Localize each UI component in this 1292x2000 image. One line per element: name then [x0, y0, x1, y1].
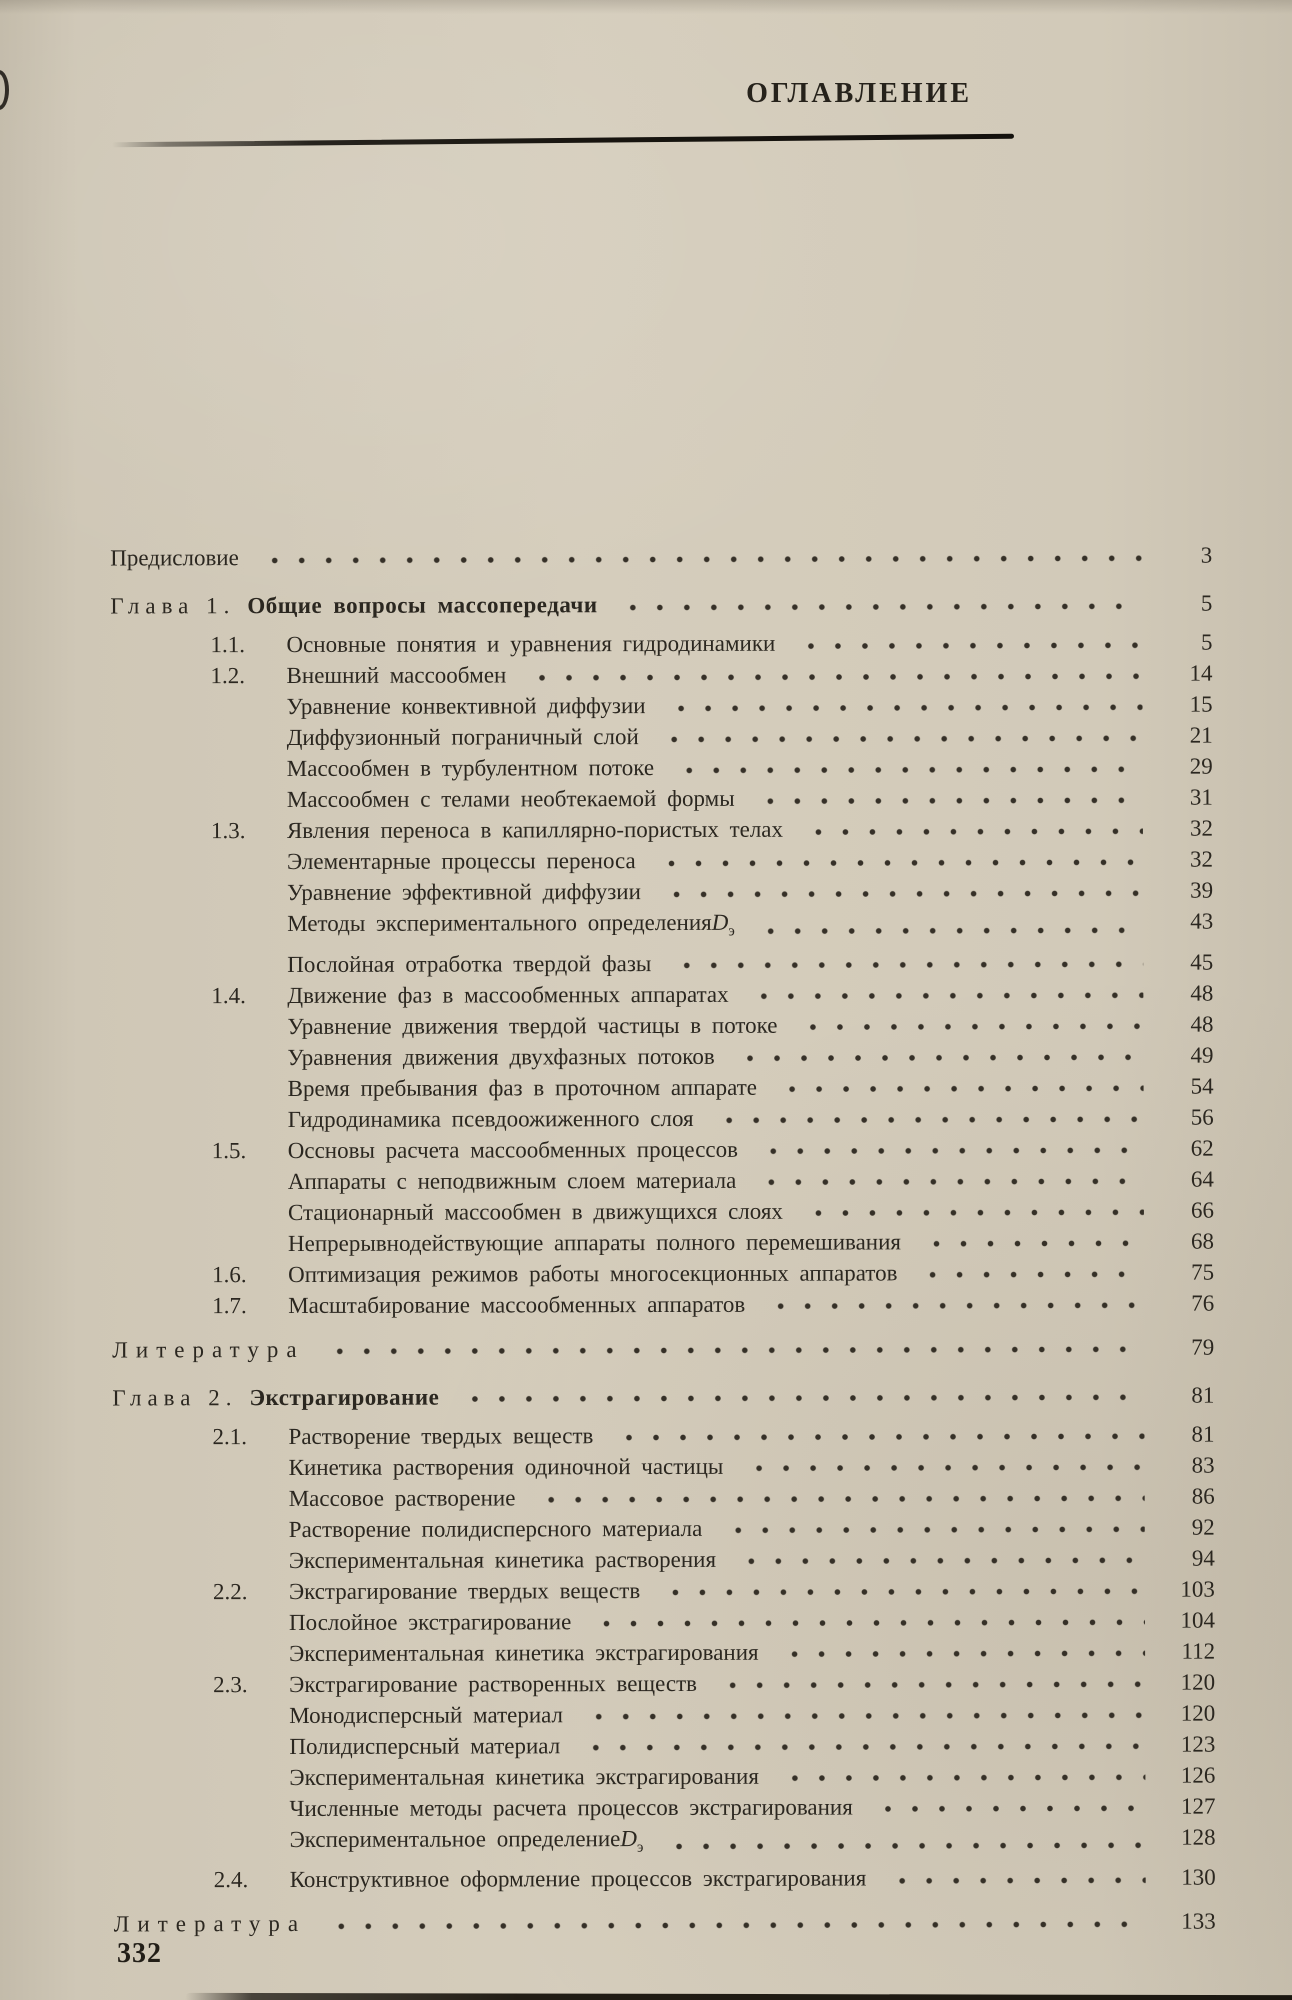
toc-entry-label: Экстрагирование твердых веществ	[288, 1577, 641, 1604]
dot-leader	[752, 1132, 1144, 1164]
toc-entry-chapter-prefix: Глава 2.	[112, 1384, 238, 1411]
toc-entry-page: 29	[1189, 753, 1213, 779]
toc-entry	[113, 1666, 1215, 1700]
toc-entry-page: 48	[1190, 980, 1214, 1006]
toc-entry-label: Растворение полидисперсного материала	[288, 1515, 703, 1542]
toc-entry-label: Экспериментальное определение	[289, 1825, 621, 1852]
toc-entry-page: 128	[1181, 1824, 1216, 1850]
toc-entry-page: 56	[1190, 1104, 1214, 1130]
toc-entry	[111, 875, 1213, 909]
toc-entry	[113, 1697, 1215, 1731]
toc-entry	[114, 1821, 1216, 1864]
dot-leader	[668, 751, 1143, 783]
toc-entry	[113, 1480, 1215, 1514]
dot-leader	[711, 1666, 1145, 1698]
dot-leader	[797, 1194, 1144, 1226]
dot-leader	[654, 1573, 1145, 1605]
toc-entry-label: Массообмен в турбулентном потоке	[286, 755, 655, 781]
dot-leader	[653, 720, 1143, 752]
toc-entry-label: Массовое растворение	[288, 1484, 516, 1511]
dot-leader	[750, 1163, 1144, 1195]
dot-leader	[585, 1604, 1145, 1636]
scan-bottom-edge	[185, 1993, 1292, 2000]
dot-leader	[607, 1418, 1144, 1450]
dot-leader	[789, 627, 1142, 659]
toc-entry-number: 2.3.	[213, 1671, 248, 1697]
toc-entry-page: 127	[1180, 1793, 1216, 1819]
toc-entry	[111, 1039, 1213, 1073]
toc-entry-label: Стационарный массообмен в движущихся слоях	[287, 1198, 783, 1225]
toc-entry-label: Экстрагирование	[249, 1384, 440, 1410]
toc-entry-label: Монодисперсный материал	[289, 1701, 564, 1728]
toc-entry-label: Послойное экстрагирование	[288, 1608, 572, 1635]
toc-entry-page: 83	[1191, 1452, 1215, 1478]
toc-entry-label: Уравнение конвективной диффузии	[286, 693, 646, 719]
toc-entry-page: 3	[1200, 542, 1213, 568]
toc-entry-page: 94	[1191, 1545, 1215, 1571]
toc-entry	[113, 1542, 1215, 1576]
toc-entry-page: 123	[1180, 1731, 1216, 1757]
dot-leader	[650, 844, 1143, 876]
dot-leader	[520, 658, 1142, 691]
dot-leader	[665, 946, 1143, 978]
toc-entry-label: Внешний массообмен	[286, 662, 507, 688]
toc-entry-page: 32	[1189, 815, 1213, 841]
toc-entry	[112, 1163, 1214, 1197]
dot-leader	[880, 1862, 1145, 1894]
dot-leader	[737, 1449, 1144, 1481]
toc-entry-number: 1.7.	[212, 1292, 247, 1318]
toc-entry	[111, 751, 1213, 785]
toc-entry	[113, 1604, 1215, 1638]
toc-entry-label: Экспериментальная кинетика экстрагирования	[289, 1639, 759, 1666]
toc-entry-label: Непрерывнодействующие аппараты полного перемешивания	[287, 1228, 902, 1256]
toc-entry-label: Экспериментальная кинетика экстрагирования	[289, 1763, 759, 1790]
toc-entry	[111, 782, 1213, 816]
toc-entry-page: 81	[1191, 1382, 1215, 1408]
toc-entry	[110, 627, 1212, 661]
toc-entry	[112, 1070, 1214, 1104]
toc-entry-page: 45	[1190, 949, 1214, 975]
toc-entry-page: 21	[1189, 722, 1213, 748]
toc-entry	[112, 1132, 1214, 1166]
toc-entry-page: 112	[1181, 1638, 1216, 1664]
toc-entry-page: 86	[1191, 1483, 1215, 1509]
toc-entry-page: 62	[1190, 1135, 1214, 1161]
dot-leader	[318, 1331, 1144, 1364]
toc-entry-label: Диффузионный пограничный слой	[286, 724, 639, 750]
toc-entry	[111, 813, 1213, 847]
toc-entry-label: Полидисперсный материал	[289, 1732, 561, 1759]
toc-list	[110, 540, 1216, 1940]
toc-entry	[112, 1225, 1214, 1259]
toc-entry-number: 1.5.	[211, 1137, 247, 1163]
dot-leader	[867, 1790, 1146, 1822]
scan-edge-artifact	[0, 70, 9, 110]
dot-leader	[773, 1635, 1146, 1667]
dot-leader	[529, 1480, 1144, 1513]
toc-entry-page: 54	[1190, 1073, 1214, 1099]
dot-leader	[716, 1511, 1145, 1543]
toc-entry-label: Аппараты с неподвижным слоем материала	[287, 1167, 737, 1194]
toc-entry-label: Конструктивное оформление процессов экстрагирования	[289, 1865, 867, 1893]
toc-entry	[113, 1759, 1215, 1793]
toc-entry	[113, 1511, 1215, 1545]
dot-leader	[771, 1070, 1144, 1102]
dot-leader	[253, 540, 1142, 573]
toc-entry-page: 31	[1189, 784, 1213, 810]
toc-entry-label: Явления переноса в капиллярно-пористых телах	[286, 816, 784, 843]
toc-entry	[113, 1449, 1215, 1483]
toc-entry	[112, 1256, 1214, 1290]
toc-entry-page: 64	[1190, 1166, 1214, 1192]
toc-entry-label: Массообмен с телами необтекаемой формы	[286, 785, 735, 812]
dot-leader	[660, 689, 1143, 721]
toc-entry	[112, 1287, 1214, 1321]
toc-entry-page: 130	[1181, 1864, 1216, 1890]
dot-leader	[320, 1906, 1146, 1939]
dot-leader	[915, 1225, 1144, 1257]
toc-entry-number: 1.6.	[212, 1261, 247, 1287]
toc-entry-label: Оссновы расчета массообменных процессов	[287, 1136, 738, 1163]
toc-entry-page: 104	[1180, 1607, 1216, 1633]
toc-entry-label: Литература	[112, 1336, 305, 1363]
dot-leader	[791, 1008, 1143, 1040]
toc-entry-page: 81	[1191, 1421, 1215, 1447]
toc-entry-page: 120	[1180, 1700, 1216, 1726]
toc-entry-label: Элементарные процессы переноса	[286, 848, 636, 874]
header-rule	[112, 134, 1014, 148]
toc-entry	[113, 1790, 1215, 1824]
dot-leader	[655, 875, 1143, 907]
dot-leader	[773, 1759, 1146, 1791]
toc-entry	[112, 1379, 1214, 1413]
toc-entry-label: Растворение твердых веществ	[288, 1422, 594, 1449]
dot-leader	[574, 1728, 1145, 1760]
toc-entry-page: 39	[1190, 877, 1214, 903]
toc-entry-label: Предисловие	[110, 545, 239, 571]
toc-entry-page: 15	[1189, 691, 1213, 717]
toc-entry-page: 103	[1180, 1576, 1215, 1602]
toc-entry-math-symbol: $D_э$	[620, 1825, 644, 1856]
toc-entry-label: Послойная отработка твердой фазы	[287, 950, 652, 977]
toc-entry-page: 48	[1190, 1011, 1214, 1037]
toc-entry	[111, 844, 1213, 878]
dot-leader	[749, 906, 1143, 948]
toc-entry-label: Гидродинамика псевдоожиженного слоя	[287, 1105, 694, 1132]
toc-entry-number: 2.1.	[212, 1423, 248, 1449]
toc-entry-math-symbol: $D_э$	[711, 909, 735, 940]
toc-entry-label: Численные методы расчета процессов экстрагирования	[289, 1794, 853, 1821]
toc-entry	[110, 588, 1212, 622]
toc-entry-page: 75	[1191, 1259, 1215, 1285]
dot-leader	[657, 1821, 1145, 1863]
toc-entry-label: Уравнение движения твердой частицы в потоке	[287, 1012, 778, 1039]
dot-leader	[911, 1256, 1144, 1288]
toc-entry-number: 2.2.	[212, 1578, 248, 1604]
toc-entry	[112, 1194, 1214, 1228]
toc-entry	[111, 946, 1213, 980]
toc-entry-label: Уравнение эффективной диффузии	[287, 879, 641, 905]
dot-leader	[577, 1697, 1145, 1729]
toc-entry-label: Экспериментальная кинетика растворения	[288, 1546, 717, 1573]
toc-entry-label: Движение фаз в массообменных аппаратах	[287, 981, 729, 1008]
toc-entry-page: 76	[1191, 1290, 1215, 1316]
toc-entry-page: 14	[1189, 660, 1213, 686]
toc-entry	[113, 1573, 1215, 1607]
toc-entry-page: 32	[1189, 846, 1214, 872]
toc-entry-chapter-prefix: Глава 1.	[110, 593, 236, 619]
toc-entry	[111, 1008, 1213, 1042]
page-title: ОГЛАВЛЕНИЕ	[746, 78, 972, 109]
toc-entry	[113, 1728, 1215, 1762]
toc-entry-page: 5	[1200, 590, 1213, 616]
dot-leader	[453, 1379, 1144, 1412]
toc-entry-number: 1.4.	[211, 982, 246, 1008]
toc-entry-label: Методы экспериментального определения	[287, 909, 712, 936]
toc-entry	[113, 1635, 1215, 1669]
toc-entry	[114, 1862, 1216, 1896]
toc-entry-page: 49	[1190, 1042, 1214, 1068]
toc-entry	[112, 1101, 1214, 1135]
toc-entry	[110, 658, 1212, 692]
dot-leader	[759, 1287, 1144, 1319]
toc-entry-page: 120	[1180, 1669, 1216, 1695]
toc-entry-label: Оптимизация режимов работы многосекционных аппаратов	[288, 1259, 898, 1287]
toc-entry	[112, 1331, 1214, 1365]
toc-entry	[111, 977, 1213, 1011]
page-number-folio: 332	[117, 1938, 162, 1969]
toc-entry-label: Экстрагирование растворенных веществ	[289, 1670, 698, 1697]
toc-entry-number: 1.1.	[210, 632, 245, 658]
dot-leader	[797, 813, 1143, 845]
toc-entry-page: 5	[1200, 629, 1213, 655]
toc-entry	[114, 1906, 1216, 1940]
dot-leader	[743, 977, 1144, 1009]
dot-leader	[730, 1542, 1145, 1574]
toc-entry-label: Литература	[113, 1911, 307, 1937]
toc-entry-label: Уравнения движения двухфазных потоков	[287, 1043, 715, 1070]
dot-leader	[612, 588, 1143, 620]
toc-entry	[112, 1418, 1214, 1452]
toc-entry-label: Основные понятия и уравнения гидродинамики	[286, 630, 776, 657]
toc-entry-label: Общие вопросы массопередачи	[247, 592, 598, 619]
dot-leader	[749, 782, 1143, 814]
toc-entry-page: 133	[1181, 1908, 1216, 1934]
toc-entry-page: 43	[1190, 908, 1214, 934]
toc-entry-page: 92	[1191, 1514, 1215, 1540]
toc-entry	[110, 540, 1212, 574]
toc-entry	[111, 720, 1213, 754]
toc-entry-number: 1.2.	[210, 663, 246, 689]
toc-entry	[111, 906, 1213, 949]
toc-entry-label: Кинетика растворения одиночной частицы	[288, 1453, 724, 1480]
toc-entry	[111, 689, 1213, 723]
toc-entry-page: 66	[1190, 1197, 1214, 1223]
toc-entry-label: Масштабирование массообменных аппаратов	[288, 1291, 746, 1318]
toc-entry-page: 79	[1191, 1334, 1215, 1360]
toc-entry-page: 126	[1180, 1762, 1216, 1788]
toc-entry-page: 68	[1190, 1228, 1215, 1254]
toc-entry-number: 1.3.	[210, 818, 246, 844]
dot-leader	[708, 1101, 1144, 1133]
dot-leader	[729, 1039, 1144, 1071]
toc-entry-number: 2.4.	[213, 1867, 249, 1893]
toc-entry-label: Время пребывания фаз в проточном аппарате	[287, 1074, 758, 1101]
